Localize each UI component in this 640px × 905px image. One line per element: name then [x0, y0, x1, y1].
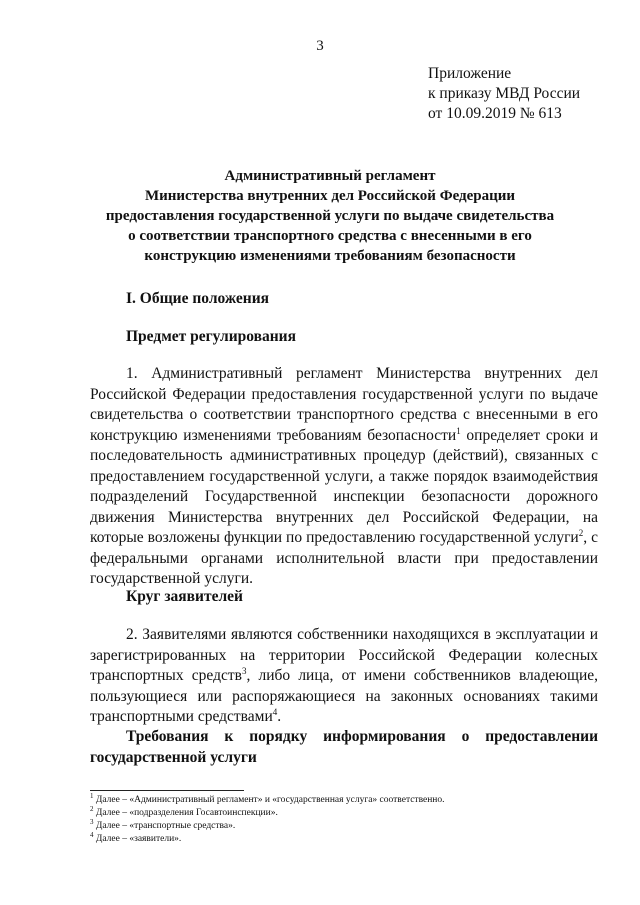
page-number: 3	[316, 38, 324, 54]
footnote-text: Далее – «подразделения Госавтоинспекции».	[93, 808, 278, 818]
paragraph-1	[90, 364, 598, 590]
appendix-block	[428, 64, 580, 124]
footnote-number: 2	[90, 804, 94, 813]
footnote	[90, 791, 600, 807]
footnote-number: 3	[90, 817, 94, 826]
footnote-number: 4	[90, 830, 94, 839]
subject-heading: Предмет регулирования	[126, 328, 297, 345]
footnote-ref: 3	[241, 665, 247, 676]
footnote	[90, 804, 600, 820]
footnotes	[90, 791, 600, 846]
footnote-ref: 4	[272, 706, 278, 717]
section-heading: I. Общие положения	[126, 290, 270, 307]
paragraph-text: , либо лица, от имени собственников владеющие, пользующиеся или распоряжающиеся на законных основаниях такими транспортными средствами	[90, 667, 599, 725]
title-line: Министерства внутренних дел Российской Федерации	[144, 188, 516, 204]
title-line: конструкцию изменениями требованиям безопасности	[144, 248, 516, 264]
paragraph-text: определяет сроки и последовательность административных процедур (действий), связанных с предоставлением государственной услуги, а также порядок взаимодействия подразделений Государственной инспекции безопасности дорожного движения Министерства внутренних дел Российской Федерации, на которые возложены функции по предоставлению государственной услуги	[90, 426, 598, 546]
footnote-text: Далее – «Административный регламент» и «государственная услуга» соответственно.	[93, 795, 445, 805]
applicants-heading: Круг заявителей	[126, 588, 243, 605]
informing-heading	[90, 727, 598, 768]
paragraph-2	[90, 625, 598, 728]
document-title	[60, 166, 600, 266]
footnote-divider	[90, 790, 244, 791]
title-line: Административный регламент	[224, 168, 436, 184]
paragraph-text: , с федеральными органами исполнительной власти при предоставлении государственной услуги.	[90, 529, 598, 587]
appendix-line: Приложение	[428, 65, 512, 82]
appendix-line: к приказу МВД России	[428, 85, 581, 102]
footnote	[90, 830, 600, 846]
paragraph-text: 1. Административный регламент Министерства внутренних дел Российской Федерации предоставления государственной услуги по выдаче свидетельства о соответствии транспортного средства с внесенными в его конструкцию изменениями требованиям безопасности	[90, 365, 598, 444]
footnote-number: 1	[90, 791, 94, 800]
title-line: предоставления государственной услуги по выдаче свидетельства	[105, 208, 555, 224]
appendix-line: от 10.09.2019 № 613	[428, 105, 562, 122]
footnote	[90, 817, 600, 833]
footnote-ref: 2	[578, 527, 584, 538]
footnote-text: Далее – «транспортные средства».	[93, 821, 236, 831]
footnote-ref: 1	[456, 425, 461, 436]
footnote-text: Далее – «заявители».	[93, 834, 182, 844]
paragraph-text: 2. Заявителями являются собственники находящихся в эксплуатации и зарегистрированных на территории Российской Федерации колесных транспортных средств	[90, 626, 598, 684]
title-line: о соответствии транспортного средства с внесенными в его	[128, 228, 532, 244]
paragraph-text: .	[277, 708, 282, 725]
informing-heading-text: Требования к порядку информирования о предоставлении государственной услуги	[90, 728, 598, 766]
